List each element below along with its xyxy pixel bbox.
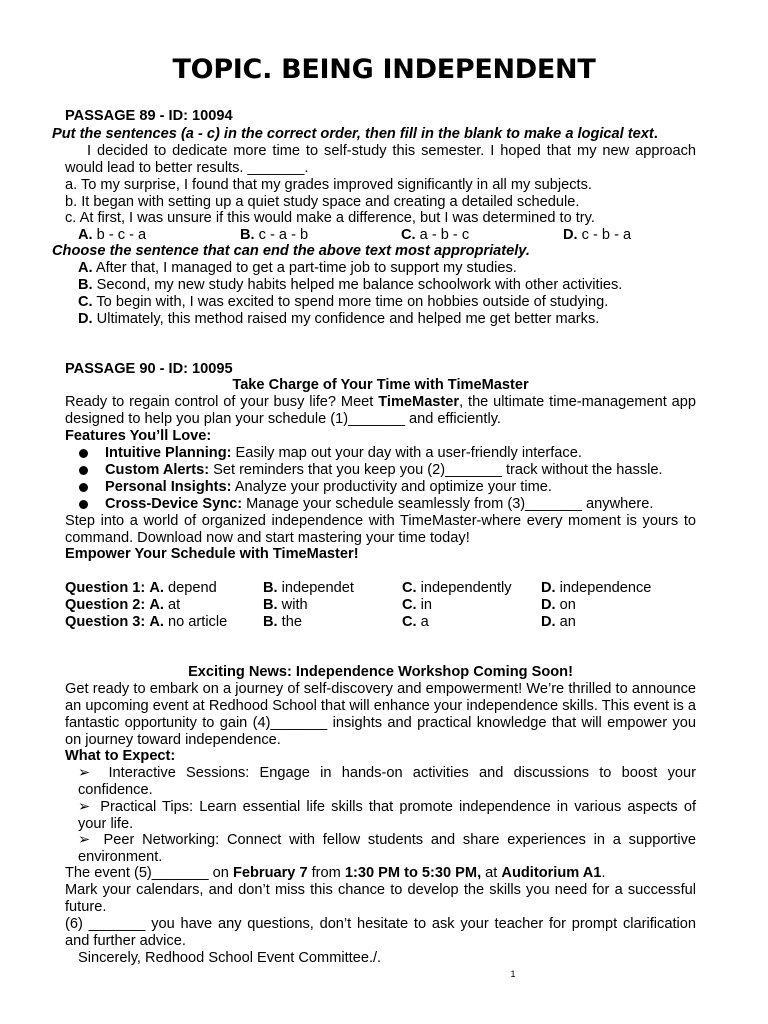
q1-option-c[interactable]: C. independently [402, 580, 512, 596]
arrow-bullet-icon: ➢ [78, 799, 91, 815]
q3-option-d[interactable]: D. an [541, 613, 576, 630]
features-heading: Features You’ll Love: [65, 428, 212, 444]
question-6-text: (6) _______ you have any questions, don’t hesitate to ask your teacher for prompt clarification and further advice. [65, 916, 696, 949]
question-row-1: Question 1: A. depend B. independet C. independently D. independence [65, 580, 652, 596]
signoff: Sincerely, Redhood School Event Committee./. [78, 950, 382, 966]
mark-calendars: Mark your calendars, and don’t miss this chance to develop the skills you need for a successful future. [65, 882, 696, 915]
feature-item: Cross-Device Sync: Manage your schedule seamlessly from (3)_______ anywhere. [65, 496, 705, 513]
order-option-c[interactable]: C. a - b - c [401, 227, 470, 243]
end-option-a[interactable]: A. After that, I managed to get a part-time job to support my studies. [78, 260, 517, 276]
end-option-b[interactable]: B. Second, my new study habits helped me balance schoolwork with other activities. [78, 277, 623, 293]
expect-item: ➢ Interactive Sessions: Engage in hands-on activities and discussions to boost your confidence. [78, 765, 696, 798]
question-row-3: Question 3: A. no article B. the C. a D. an [65, 613, 576, 630]
order-options [78, 227, 631, 244]
order-option-d[interactable]: D. c - b - a [563, 227, 632, 243]
passage-89-instruction-1: Put the sentences (a - c) in the correct order, then fill in the blank to make a logical text. [52, 126, 658, 142]
q3-option-b[interactable]: B. the [263, 613, 302, 630]
q1-option-a[interactable]: A. depend [149, 580, 217, 596]
ad-title: Take Charge of Your Time with TimeMaster [232, 377, 529, 393]
passage-90-heading: PASSAGE 90 - ID: 10095 [65, 361, 233, 377]
order-option-a[interactable]: A. b - c - a [78, 227, 147, 243]
sentence-a: a. To my surprise, I found that my grades improved significantly in all my subjects. [65, 177, 592, 193]
passage-89-heading: PASSAGE 89 - ID: 10094 [65, 108, 233, 124]
event-details: The event (5)_______ on February 7 from 1:30 PM to 5:30 PM, at Auditorium A1. [65, 865, 606, 881]
question-list [65, 580, 651, 631]
feature-item: Personal Insights: Analyze your productivity and optimize your time. [65, 479, 705, 496]
arrow-bullet-icon: ➢ [78, 765, 91, 781]
passage-89-instruction-2: Choose the sentence that can end the above text most appropriately. [52, 243, 530, 259]
ad-outro: Step into a world of organized independence with TimeMaster-where every moment is yours to command. Download now and start mastering your time today! [65, 513, 696, 546]
q3-option-c[interactable]: C. a [402, 613, 429, 630]
expect-item: ➢ Peer Networking: Connect with fellow students and share experiences in a supportive environment. [78, 832, 697, 865]
q1-option-d[interactable]: D. independence [541, 580, 652, 596]
bullet-icon [79, 500, 88, 509]
sentence-c: c. At first, I was unsure if this would make a difference, but I was determined to try. [65, 210, 595, 226]
q1-option-b[interactable]: B. independet [263, 580, 354, 596]
passage-89-intro: I decided to dedicate more time to self-study this semester. I hoped that my new approach would lead to better results. _______. [65, 143, 696, 176]
question-row-2: Question 2: A. at B. with C. in D. on [65, 596, 576, 613]
q2-option-b[interactable]: B. with [263, 596, 308, 613]
bullet-icon [79, 466, 88, 475]
q2-option-a[interactable]: A. at [149, 596, 181, 613]
bullet-icon [79, 483, 88, 492]
end-option-c[interactable]: C. To begin with, I was excited to spend more time on hobbies outside of studying. [78, 294, 609, 310]
page-number: 1 [510, 969, 516, 979]
feature-item: Intuitive Planning: Easily map out your day with a user-friendly interface. [65, 445, 705, 462]
sentence-b: b. It began with setting up a quiet study space and creating a detailed schedule. [65, 194, 580, 210]
order-option-b[interactable]: B. c - a - b [240, 227, 309, 243]
q3-option-a[interactable]: A. no article [149, 613, 228, 630]
page-title: TOPIC. BEING INDEPENDENT [172, 54, 596, 85]
expect-heading: What to Expect: [65, 748, 176, 764]
ad-intro: Ready to regain control of your busy life? Meet TimeMaster, the ultimate time-management app designed to help you plan your schedule (1)_______ and efficiently. [65, 394, 696, 427]
end-option-d[interactable]: D. Ultimately, this method raised my confidence and helped me get better marks. [78, 311, 600, 327]
q2-option-d[interactable]: D. on [541, 596, 576, 613]
bullet-icon [79, 449, 88, 458]
expect-item: ➢ Practical Tips: Learn essential life skills that promote independence in various aspects of your life. [78, 799, 696, 832]
ad-tagline: Empower Your Schedule with TimeMaster! [65, 546, 359, 562]
workshop-title: Exciting News: Independence Workshop Coming Soon! [188, 664, 573, 680]
arrow-bullet-icon: ➢ [78, 832, 91, 848]
feature-item: Custom Alerts: Set reminders that you keep you (2)_______ track without the hassle. [65, 462, 705, 479]
q2-option-c[interactable]: C. in [402, 596, 433, 613]
workshop-intro: Get ready to embark on a journey of self-discovery and empowerment! We’re thrilled to announce an upcoming event at Redhood School that will enhance your independence skills. This event is a fantastic opportunity to gain (4)_______ insights and practical knowledge that will empower you on journey toward independence. [65, 681, 696, 748]
features-list [65, 445, 705, 513]
